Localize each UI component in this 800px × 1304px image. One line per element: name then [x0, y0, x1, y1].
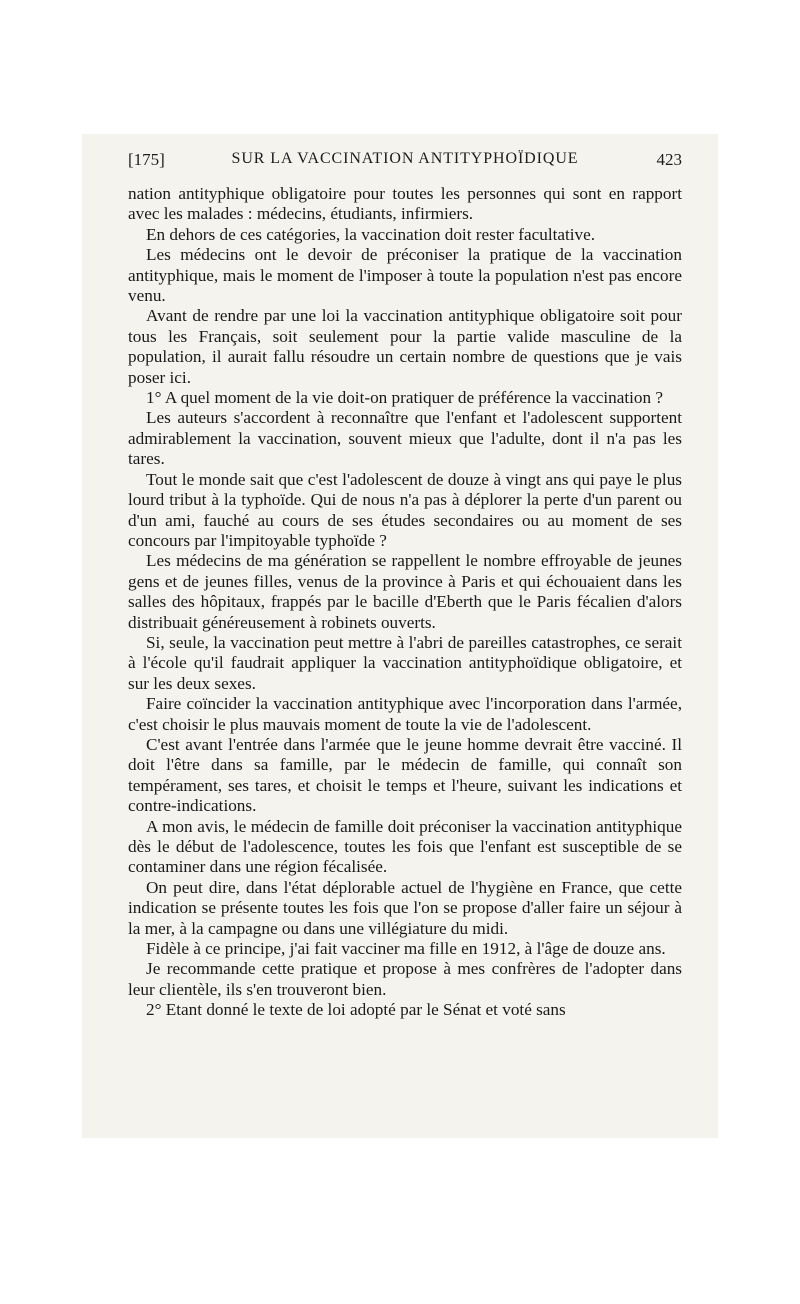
paragraph: On peut dire, dans l'état déplorable actuel de l'hygiène en France, que cette indication se présente toutes les fois que l'on se propose d'aller faire un séjour à la mer, à la campagne ou dans une villégiature du midi. — [128, 877, 682, 938]
page-number-bracketed: [175] — [128, 150, 165, 169]
paragraph: 1° A quel moment de la vie doit-on pratiquer de préférence la vaccination ? — [146, 388, 664, 408]
paragraph: En dehors de ces catégories, la vaccination doit rester facultative. — [146, 224, 596, 244]
paragraph: Les médecins ont le devoir de préconiser la pratique de la vaccination antityphique, mais le moment de l'imposer à toute la population n'est pas encore venu. — [128, 245, 682, 306]
paragraph: Faire coïncider la vaccination antityphique avec l'incorporation dans l'armée, c'est choisir le plus mauvais moment de toute la vie de l'adolescent. — [128, 694, 682, 734]
running-title: SUR LA VACCINATION ANTITYPHOÏDIQUE — [231, 150, 579, 167]
body-text — [128, 184, 682, 1021]
paragraph: Les auteurs s'accordent à reconnaître que l'enfant et l'adolescent supportent admirablement la vaccination, souvent mieux que l'adulte, dont il n'a pas les tares. — [128, 408, 682, 469]
paragraph: 2° Etant donné le texte de loi adopté par le Sénat et voté sans — [146, 1000, 566, 1020]
paragraph: Je recommande cette pratique et propose à mes confrères de l'adopter dans leur clientèle, ils s'en trouveront bien. — [128, 959, 682, 999]
paragraph: A mon avis, le médecin de famille doit préconiser la vaccination antityphique dès le début de l'adolescence, toutes les fois que l'enfant est susceptible de se contaminer dans une région fécalisée. — [128, 816, 682, 877]
paragraph: Tout le monde sait que c'est l'adolescent de douze à vingt ans qui paye le plus lourd tribut à la typhoïde. Qui de nous n'a pas à déplorer la perte d'un parent ou d'un ami, fauché au cours de ses études secondaires ou au moment de ses concours par l'impitoyable typhoïde ? — [128, 469, 682, 550]
paragraph: Fidèle à ce principe, j'ai fait vacciner ma fille en 1912, à l'âge de douze ans. — [146, 939, 666, 959]
paragraph: Avant de rendre par une loi la vaccination antityphique obligatoire soit pour tous les Français, soit seulement pour la partie valide masculine de la population, il aurait fallu résoudre un certain nombre de questions que je vais poser ici. — [128, 306, 682, 387]
paragraph: Si, seule, la vaccination peut mettre à l'abri de pareilles catastrophes, ce serait à l'école qu'il faudrait appliquer la vaccination antityphoïdique obligatoire, et sur les deux sexes. — [128, 632, 682, 693]
paragraph: C'est avant l'entrée dans l'armée que le jeune homme devrait être vacciné. Il doit l'être dans sa famille, par le médecin de famille, qui connaît son tempérament, ses tares, et choisit le temps et l'heure, suivant les indications et contre-indications. — [128, 734, 682, 816]
running-header — [128, 148, 682, 174]
paragraph: Les médecins de ma génération se rappellent le nombre effroyable de jeunes gens et de jeunes filles, venus de la province à Paris et qui échouaient dans les salles des hôpitaux, frappés par le bacille d'Eberth que le Paris fécalien d'alors distribuait généreusement à robinets ouverts. — [128, 551, 682, 632]
paragraph: nation antityphique obligatoire pour toutes les personnes qui sont en rapport avec les malades : médecins, étudiants, infirmiers. — [128, 184, 682, 224]
page-number: 423 — [656, 150, 682, 169]
